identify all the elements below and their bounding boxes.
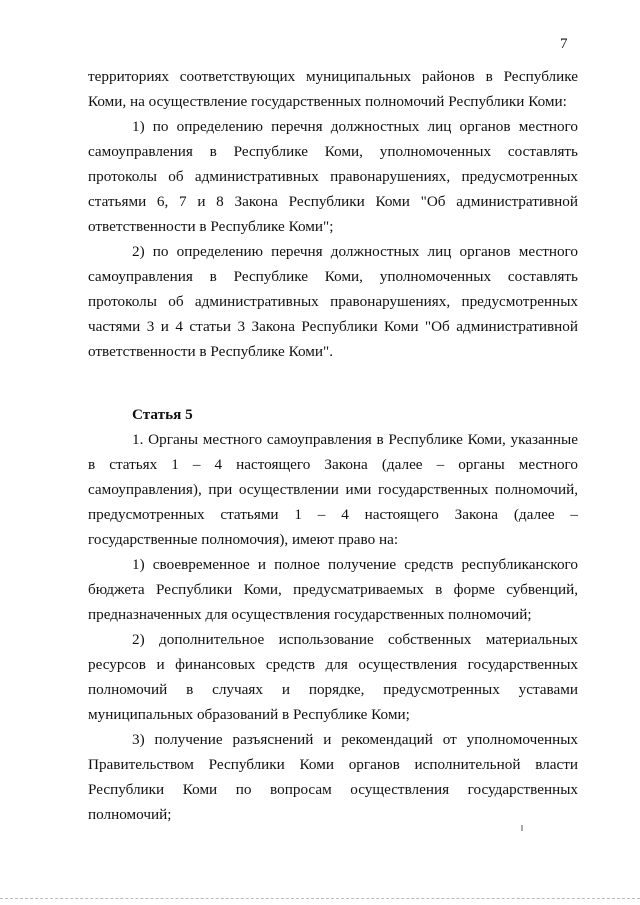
paragraph-continuation: территориях соответствующих муниципальных районов в Республике Коми, на осуществление государственных полномочий Республики Коми:	[88, 68, 578, 110]
scan-mark	[521, 825, 523, 831]
paragraph-item-2: 2) по определению перечня должностных лиц органов местного самоуправления в Республике Коми, уполномоченных составлять протоколы об административных правонарушениях, предусмотренных частями 3 и 4 статьи 3 Закона Республики Коми "Об административной ответственности в Республике Коми".	[88, 243, 578, 360]
spacer	[88, 364, 578, 402]
page-number: 7	[560, 36, 568, 52]
article-heading: Статья 5	[132, 406, 193, 423]
paragraph-item-1: 1) по определению перечня должностных лиц органов местного самоуправления в Республике Коми, уполномоченных составлять протоколы об административных правонарушениях, предусмотренных статьями 6, 7 и 8 Закона Республики Коми "Об административной ответственности в Республике Коми";	[88, 118, 578, 235]
article-item-3: 3) получение разъяснений и рекомендаций от уполномоченных Правительством Республики Коми органов исполнительной власти Республики Коми по вопросам осуществления государственных полномочий;	[88, 731, 578, 823]
article-item-2: 2) дополнительное использование собственных материальных ресурсов и финансовых средств для осуществления государственных полномочий в случаях и порядке, предусмотренных уставами муниципальных образований в Республике Коми;	[88, 631, 578, 723]
document-body	[88, 64, 578, 827]
article-paragraph-1: 1. Органы местного самоуправления в Республике Коми, указанные в статьях 1 – 4 настоящего Закона (далее – органы местного самоуправления), при осуществлении ими государственных полномочий, предусмотренных статьями 1 – 4 настоящего Закона (далее – государственные полномочия), имеют право на:	[88, 431, 578, 548]
page-bottom-edge	[0, 898, 640, 900]
article-item-1: 1) своевременное и полное получение средств республиканского бюджета Республики Коми, предусматриваемых в форме субвенций, предназначенных для осуществления государственных полномочий;	[88, 556, 578, 623]
